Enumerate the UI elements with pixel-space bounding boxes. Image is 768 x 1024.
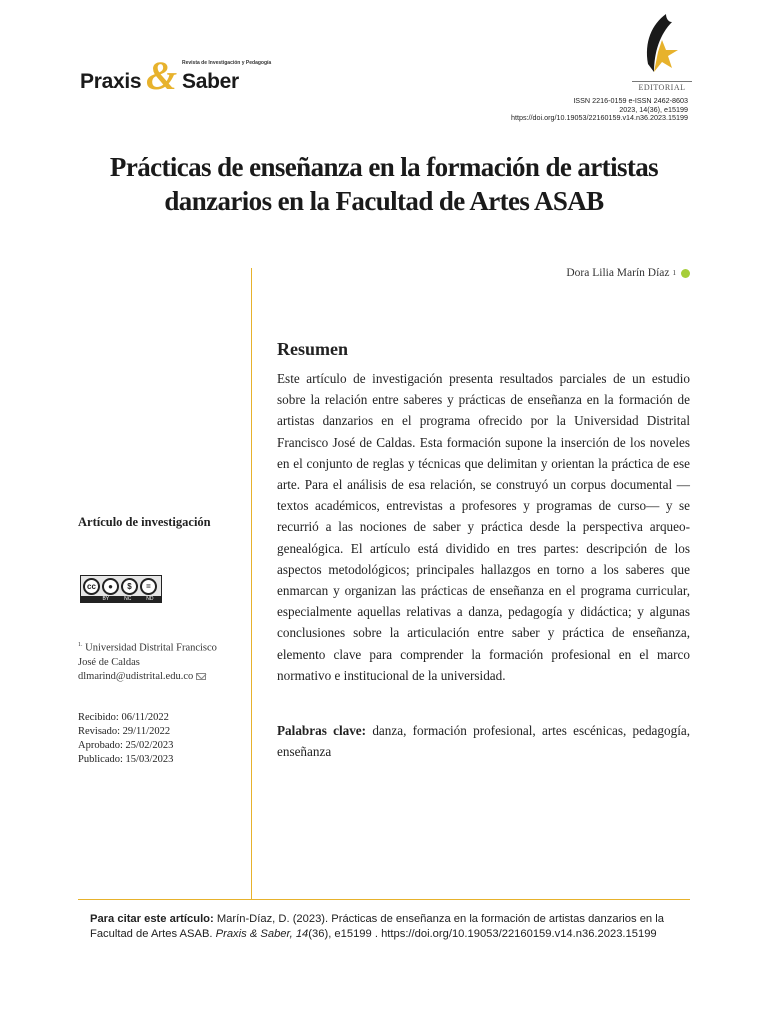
noderivatives-icon: = xyxy=(140,578,157,595)
citation-text: Marín-Díaz, D. (2023). Prácticas de enseñanza en la formación de artistas danzarios en la Facultad de Artes ASAB. xyxy=(90,913,664,940)
logo-word-saber: Saber xyxy=(182,70,239,93)
abstract-body: Este artículo de investigación presenta resultados parciales de un estudio sobre la relación entre saberes y prácticas de enseñanza en la formación de artistas danzarios en el programa ofrecido por la Universidad Distrital Francisco José de Caldas. Esta formación supone la inserción de los noveles en el conjunto de reglas y técnicas que delimitan y orientan la práctica de ese arte. Para el análisis de esa relación, se construyó un corpus documental —textos académicos, entrevistas a profesores y programas de curso— y se recurrió a las nociones de saber y práctica desde la perspectiva arqueo-genealógica. El artículo está dividido en tres partes: descripción de los aspectos metodológicos; principales hallazgos en torno a los saberes que enmarcan y organizan las prácticas de enseñanza en el programa curricular, especialmente aquellas relativas a danza, pedagogía y didáctica; y algunas conclusiones sobre la articulación entre saber y práctica de enseñanza, elemento clave para comprender la formación profesional en el marco normativo e institucional de la universidad. xyxy=(277,371,690,683)
keywords-list: danza, formación profesional, artes escénicas, pedagogía, enseñanza xyxy=(277,723,691,760)
doi-link[interactable]: https://doi.org/10.19053/22160159.v14.n36.2023.15199 xyxy=(510,113,688,123)
cc-icon: cc xyxy=(83,578,100,595)
cc-license-badge[interactable] xyxy=(80,575,162,603)
noncommercial-icon: $ xyxy=(121,578,138,595)
date-revised: Revisado: 29/11/2022 xyxy=(78,726,171,737)
keywords-label: Palabras clave: xyxy=(277,723,367,738)
cc-nd-label: ND xyxy=(146,596,154,602)
citation-journal: Praxis & Saber, 14 xyxy=(215,928,309,940)
journal-logo xyxy=(80,53,272,100)
citation-label: Para citar este artículo: xyxy=(90,913,214,925)
affiliation-line-2: José de Caldas xyxy=(78,656,140,668)
title-line-1: Prácticas de enseñanza en la formación de artistas xyxy=(109,152,659,182)
date-received: Recibido: 06/11/2022 xyxy=(78,712,169,723)
cc-license-labels xyxy=(81,596,161,602)
title-line-2: danzarios en la Facultad de Artes ASAB xyxy=(164,186,604,216)
author-name: Dora Lilia Marín Díaz xyxy=(566,267,670,279)
column-divider xyxy=(251,268,252,900)
affiliation-marker: 1. xyxy=(78,642,83,648)
article-type: Artículo de investigación xyxy=(78,515,211,529)
editorial-logo xyxy=(632,12,692,92)
cc-by-label: BY xyxy=(102,596,110,602)
citation-divider xyxy=(78,899,690,900)
date-published: Publicado: 15/03/2023 xyxy=(78,754,174,765)
author-footnote-marker: 1 xyxy=(672,269,676,277)
article-title xyxy=(60,150,708,218)
cc-license-icons xyxy=(81,576,161,596)
citation-doi[interactable]: (36), e15199 . https://doi.org/10.19053/22160159.v14.n36.2023.15199 xyxy=(308,928,657,940)
author-affiliation xyxy=(78,638,248,684)
mail-icon[interactable] xyxy=(196,673,206,680)
citation xyxy=(90,912,690,942)
author-line xyxy=(566,267,690,279)
logo-subtitle: Revista de Investigación y Pedagogía xyxy=(182,60,272,66)
date-approved: Aprobado: 25/02/2023 xyxy=(78,740,174,751)
affiliation-line-1: Universidad Distrital Francisco xyxy=(85,642,217,654)
logo-ampersand: & xyxy=(146,53,178,98)
editorial-label: EDITORIAL xyxy=(632,81,692,92)
author-email[interactable]: dlmarind@udistrital.edu.co xyxy=(78,670,194,682)
orcid-icon[interactable] xyxy=(681,269,690,278)
article-dates xyxy=(78,711,173,767)
logo-word-praxis: Praxis xyxy=(80,70,142,93)
feather-icon xyxy=(632,12,692,80)
keywords xyxy=(277,720,690,762)
volume-text: 2023, 14(36), e15199 xyxy=(619,104,688,114)
issn-block xyxy=(511,97,688,123)
issn-text: ISSN 2216-0159 e-ISSN 2462-8603 xyxy=(573,96,688,105)
abstract-heading: Resumen xyxy=(277,339,348,359)
cc-nc-label: NC xyxy=(124,596,132,602)
attribution-icon: ● xyxy=(102,578,119,595)
